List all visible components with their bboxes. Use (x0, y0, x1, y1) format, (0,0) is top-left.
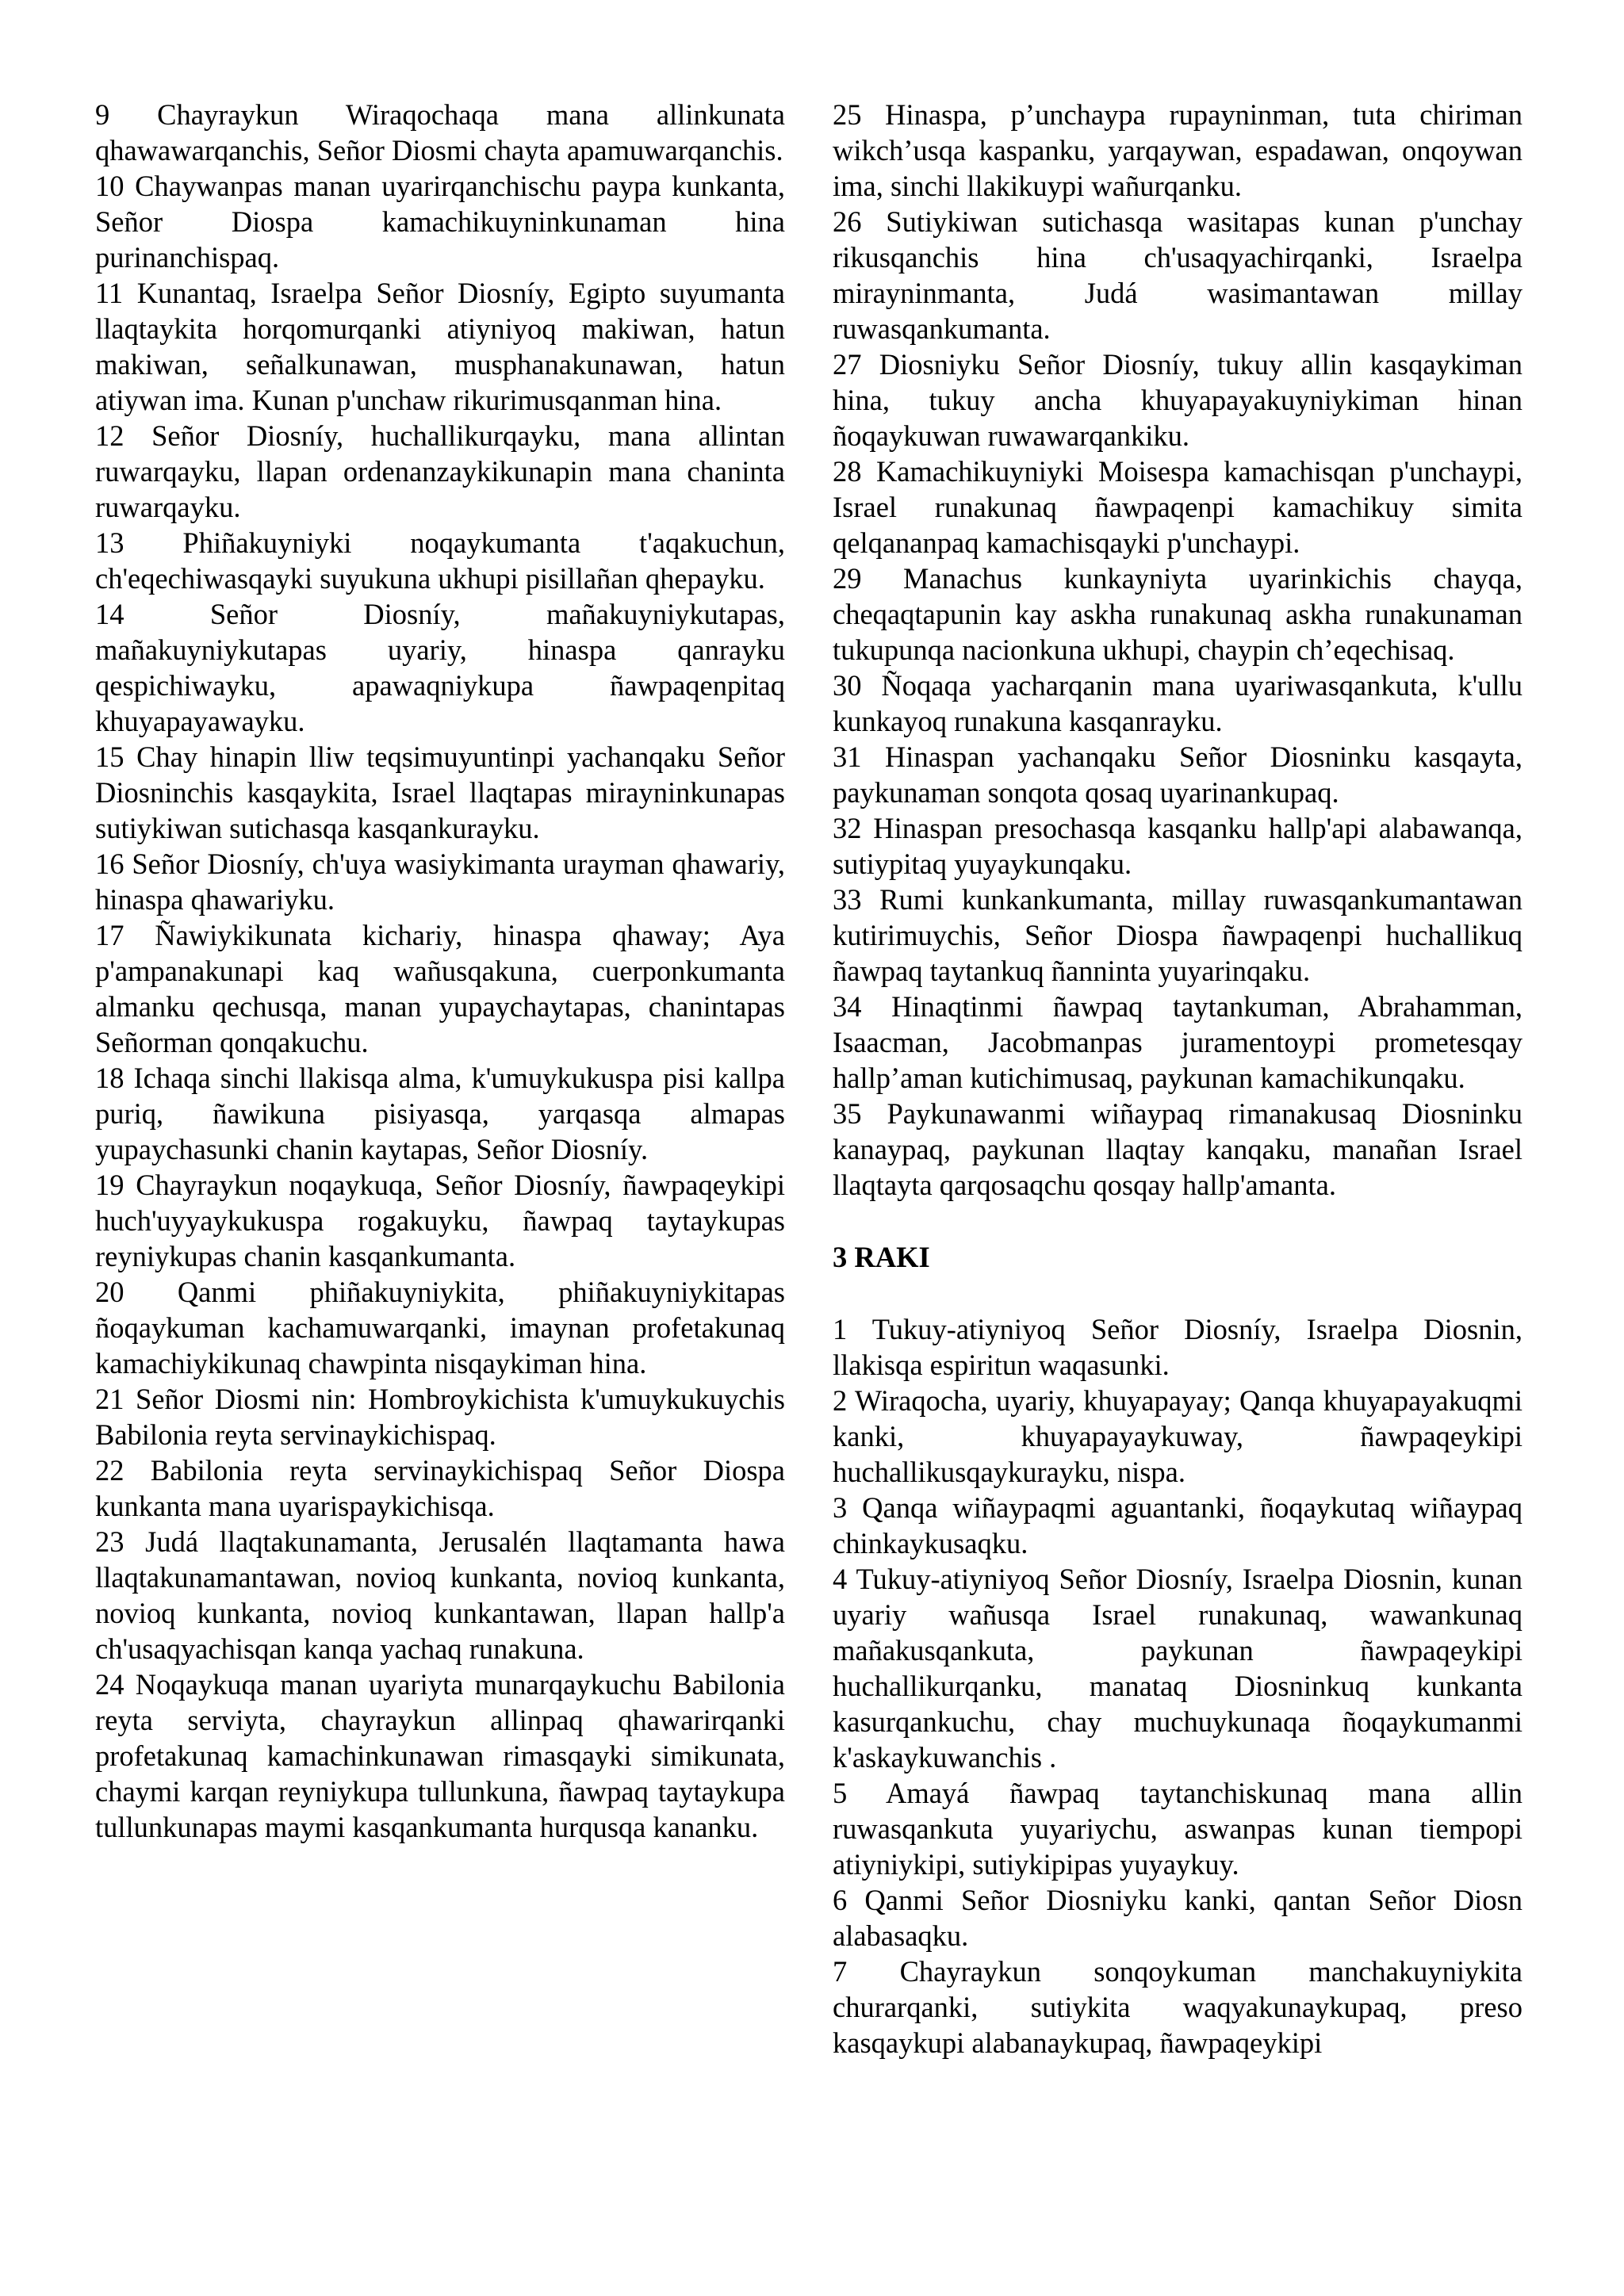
verse-25: 25 Hinaspa, p’unchaypa rupayninman, tuta chiriman wikch’usqa kaspanku, yarqaywan, espadawan, onqoywan ima, sinchi llakikuypi wañurqanku. (833, 98, 1522, 202)
verse-21: 21 Señor Diosmi nin: Hombroykichista k'umuykukuychis Babilonia reyta servinaykichispaq. (95, 1383, 785, 1451)
verse-22: 22 Babilonia reyta servinaykichispaq Señor Diospa kunkanta mana uyarispaykichisqa. (95, 1454, 785, 1522)
verse-12: 12 Señor Diosníy, huchallikurqayku, mana allintan ruwarqayku, llapan ordenanzaykikunapin mana chaninta ruwarqayku. (95, 419, 785, 523)
chapter3-verse-2: 2 Wiraqocha, uyariy, khuyapayay; Qanqa khuyapayakuqmi kanki, khuyapayaykuway, ñawpaqeykipi huchallikusqaykurayku, nispa. (833, 1384, 1522, 1488)
verse-14: 14 Señor Diosníy, mañakuyniykutapas, mañakuyniykutapas uyariy, hinaspa qanrayku qespichiwayku, apawaqniykupa ñawpaqenpitaq khuyapayawayku. (95, 598, 785, 737)
verse-24: 24 Noqaykuqa manan uyariyta munarqaykuchu Babilonia reyta serviyta, chayraykun allinpaq qhawarirqanki profetakunaq kamachinkunawan rimasqayki simikunata, chaymi karqan reyniykupa tullunkuna, ñawpaq taytaykupa tullunkunapas maymi kasqankumanta hurqusqa kananku. (95, 1668, 785, 1843)
verse-28: 28 Kamachikuyniyki Moisespa kamachisqan p'unchaypi, Israel runakunaq ñawpaqenpi kamachikuy simita qelqananpaq kamachisqayki p'unchaypi. (833, 455, 1522, 559)
verse-15: 15 Chay hinapin lliw teqsimuyuntinpi yachanqaku Señor Diosninchis kasqaykita, Israel llaqtapas mirayninkunapas sutiykiwan sutichasqa kasqankurayku. (95, 740, 785, 844)
verse-30: 30 Ñoqaqa yacharqanin mana uyariwasqankuta, k'ullu kunkayoq runakuna kasqanrayku. (833, 669, 1522, 737)
verse-10: 10 Chaywanpas manan uyarirqanchischu paypa kunkanta, Señor Diospa kamachikuyninkunaman hina purinanchispaq. (95, 170, 785, 274)
left-column (95, 97, 785, 1845)
verse-16: 16 Señor Diosníy, ch'uya wasiykimanta urayman qhawariy, hinaspa qhawariyku. (95, 848, 785, 916)
chapter3-verse-1: 1 Tukuy-atiyniyoq Señor Diosníy, Israelpa Diosnin, llakisqa espiritun waqasunki. (833, 1313, 1522, 1381)
verse-23: 23 Judá llaqtakunamanta, Jerusalén llaqtamanta hawa llaqtakunamantawan, novioq kunkanta, novioq kunkanta, novioq kunkanta, novioq kunkantawan, llapan hallp'a ch'usaqyachisqan kanqa yachaq runakuna. (95, 1525, 785, 1665)
verse-32: 32 Hinaspan presochasqa kasqanku hallp'api alabawanqa, sutiypitaq yuyaykunqaku. (833, 812, 1522, 880)
chapter3-verse-7: 7 Chayraykun sonqoykuman manchakuyniykita churarqanki, sutiykita waqyakunaykupaq, preso kasqaykupi alabanaykupaq, ñawpaqeykipi (833, 1955, 1522, 2059)
chapter3-verse-4: 4 Tukuy-atiyniyoq Señor Diosníy, Israelpa Diosnin, kunan uyariy wañusqa Israel runakunaq, wawankunaq mañakusqankuta, paykunan ñawpaqeykipi huchallikurqanku, manataq Diosninkuq kunkanta kasurqankuchu, chay muchuykunaqa ñoqaykumanmi k'askaykuwanchis . (833, 1563, 1522, 1774)
verse-34: 34 Hinaqtinmi ñawpaq taytankuman, Abrahamman, Isaacman, Jacobmanpas juramentoypi prometesqay hallp’aman kutichimusaq, paykunan kamachikunqaku. (833, 990, 1522, 1094)
chapter3-verse-6: 6 Qanmi Señor Diosniyku kanki, qantan Señor Diosn alabasaqku. (833, 1884, 1522, 1952)
verse-27: 27 Diosniyku Señor Diosníy, tukuy allin kasqaykiman hina, tukuy ancha khuyapayakuyniykiman hinan ñoqaykuwan ruwawarqankiku. (833, 348, 1522, 452)
verse-33: 33 Rumi kunkankumanta, millay ruwasqankumantawan kutirimuychis, Señor Diospa ñawpaqenpi huchallikuq ñawpaq taytankuq ñanninta yuyarinqaku. (833, 883, 1522, 987)
verse-19: 19 Chayraykun noqaykuqa, Señor Diosníy, ñawpaqeykipi huch'uyyaykukuspa rogakuyku, ñawpaq taytaykupas reyniykupas chanin kasqankumanta. (95, 1169, 785, 1272)
chapter3-verse-5: 5 Amayá ñawpaq taytanchiskunaq mana allin ruwasqankuta yuyariychu, aswanpas kunan tiempopi atiyniykipi, sutiykipipas yuyaykuy. (833, 1777, 1522, 1881)
verse-18: 18 Ichaqa sinchi llakisqa alma, k'umuykukuspa pisi kallpa puriq, ñawikuna pisiyasqa, yarqasqa almapas yupaychasunki chanin kaytapas, Señor Diosníy. (95, 1062, 785, 1165)
chapter3-verse-3: 3 Qanqa wiñaypaqmi aguantanki, ñoqaykutaq wiñaypaq chinkaykusaqku. (833, 1491, 1522, 1559)
verse-29: 29 Manachus kunkayniyta uyarinkichis chayqa, cheqaqtapunin kay askha runakunaq askha runakunaman tukupunqa nacionkuna ukhupi, chaypin ch’eqechisaq. (833, 562, 1522, 666)
chapter-heading: 3 RAKI (833, 1241, 930, 1273)
verse-20: 20 Qanmi phiñakuyniykita, phiñakuyniykitapas ñoqaykuman kachamuwarqanki, imaynan profetakunaq kamachiykikunaq chawpinta nisqaykiman hina. (95, 1276, 785, 1380)
verse-9: 9 Chayraykun Wiraqochaqa mana allinkunata qhawawarqanchis, Señor Diosmi chayta apamuwarqanchis. (95, 98, 785, 166)
verse-26: 26 Sutiykiwan sutichasqa wasitapas kunan p'unchay rikusqanchis hina ch'usaqyachirqanki, Israelpa mirayninmanta, Judá wasimantawan millay ruwasqankumanta. (833, 205, 1522, 345)
right-column (833, 97, 1522, 2061)
verse-17: 17 Ñawiykikunata kichariy, hinaspa qhaway; Aya p'ampanakunapi kaq wañusqakuna, cuerponkumanta almanku qechusqa, manan yupaychaytapas, chanintapas Señorman qonqakuchu. (95, 919, 785, 1058)
verse-35: 35 Paykunawanmi wiñaypaq rimanakusaq Diosninku kanaypaq, paykunan llaqtay kanqaku, manañan Israel llaqtayta qarqosaqchu qosqay hallp'amanta. (833, 1097, 1522, 1201)
verse-31: 31 Hinaspan yachanqaku Señor Diosninku kasqayta, paykunaman sonqota qosaq uyarinankupaq. (833, 740, 1522, 809)
verse-13: 13 Phiñakuyniyki noqaykumanta t'aqakuchun, ch'eqechiwasqayki suyukuna ukhupi pisillañan qhepayku. (95, 526, 785, 595)
verse-11: 11 Kunantaq, Israelpa Señor Diosníy, Egipto suyumanta llaqtaykita horqomurqanki atiyniyoq makiwan, hatun makiwan, señalkunawan, musphanakunawan, hatun atiywan ima. Kunan p'unchaw rikurimusqanman hina. (95, 277, 785, 416)
